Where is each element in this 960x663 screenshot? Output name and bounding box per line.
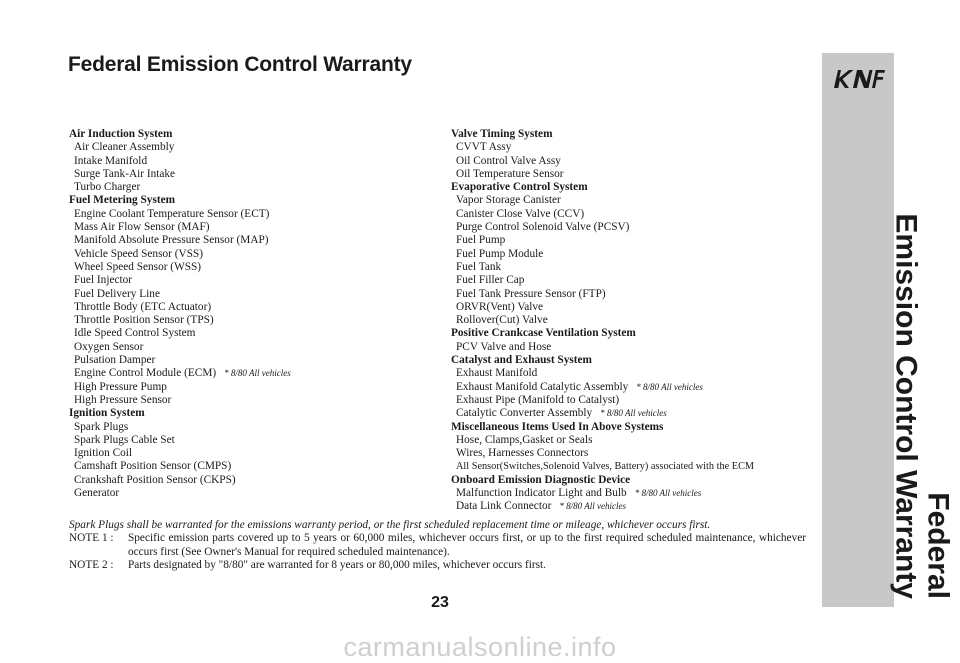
- part-name: Mass Air Flow Sensor (MAF): [74, 221, 210, 234]
- parts-list-item: [69, 367, 429, 380]
- part-name: Fuel Injector: [74, 274, 133, 287]
- note-2-label: NOTE 2 :: [69, 558, 114, 571]
- part-name: Malfunction Indicator Light and Bulb: [456, 487, 627, 500]
- part-name: All Sensor(Switches,Solenoid Valves, Battery) associated with the ECM: [456, 461, 755, 473]
- parts-list-item: [69, 341, 429, 354]
- sidebar-title-line1: Federal: [922, 492, 955, 599]
- part-name: Purge Control Solenoid Valve (PCSV): [456, 221, 630, 234]
- part-name: Throttle Position Sensor (TPS): [74, 314, 214, 327]
- parts-list-item: [69, 447, 429, 460]
- parts-list-item: [451, 221, 821, 234]
- part-name: Catalytic Converter Assembly: [456, 407, 593, 420]
- parts-list-item: [451, 434, 821, 447]
- part-name: Fuel Tank Pressure Sensor (FTP): [456, 287, 606, 300]
- note-1-label: NOTE 1 :: [69, 532, 114, 545]
- page-title: Federal Emission Control Warranty: [68, 53, 412, 76]
- part-name: Spark Plugs Cable Set: [74, 433, 175, 446]
- part-name: Fuel Pump Module: [456, 247, 544, 260]
- section-heading: Positive Crankcase Ventilation System: [451, 327, 636, 340]
- part-name: Camshaft Position Sensor (CMPS): [74, 460, 232, 473]
- section-heading: Miscellaneous Items Used In Above Systems: [451, 420, 664, 433]
- parts-list-item: [451, 381, 821, 394]
- parts-list-item: [451, 288, 821, 301]
- parts-list-item: [69, 314, 429, 327]
- section-heading: Onboard Emission Diagnostic Device: [451, 473, 631, 486]
- part-name: Spark Plugs: [74, 420, 129, 433]
- parts-list-item: [69, 434, 429, 447]
- part-name: Hose, Clamps,Gasket or Seals: [456, 433, 593, 446]
- parts-list-item: [69, 221, 429, 234]
- parts-list-item: [69, 487, 429, 500]
- parts-list-item: [451, 141, 821, 154]
- parts-list-item: [69, 181, 429, 194]
- parts-list-item: [69, 274, 429, 287]
- warranty-8-80-note: * 8/80 All vehicles: [559, 501, 626, 512]
- part-name: High Pressure Sensor: [74, 393, 172, 406]
- chapter-sidebar: [822, 53, 955, 607]
- parts-list-item: [451, 487, 821, 500]
- part-name: Oxygen Sensor: [74, 340, 144, 353]
- part-name: Surge Tank-Air Intake: [74, 167, 176, 180]
- part-name: Crankshaft Position Sensor (CKPS): [74, 473, 236, 486]
- part-name: Rollover(Cut) Valve: [456, 314, 548, 327]
- parts-list-item: [69, 155, 429, 168]
- parts-list-item: [451, 261, 821, 274]
- parts-list-item: [69, 474, 429, 487]
- section-heading: Air Induction System: [69, 128, 173, 140]
- parts-list-item: [451, 447, 821, 460]
- warranty-8-80-note: * 8/80 All vehicles: [636, 381, 703, 392]
- part-name: Engine Coolant Temperature Sensor (ECT): [74, 207, 270, 220]
- warranty-notes: [69, 519, 806, 572]
- note-2-text: Parts designated by "8/80" are warranted for 8 years or 80,000 miles, whichever occurs first.: [128, 558, 546, 571]
- part-name: Engine Control Module (ECM): [74, 367, 217, 380]
- part-name: Wheel Speed Sensor (WSS): [74, 260, 202, 273]
- part-name: Vehicle Speed Sensor (VSS): [74, 247, 203, 260]
- part-name: Vapor Storage Canister: [456, 194, 561, 207]
- parts-list-item: [451, 367, 821, 380]
- part-name: Throttle Body (ETC Actuator): [74, 300, 212, 313]
- part-name: CVVT Assy: [456, 141, 512, 154]
- parts-list-item: [451, 314, 821, 327]
- warranty-8-80-note: * 8/80 All vehicles: [224, 368, 291, 379]
- part-name: Oil Temperature Sensor: [456, 167, 564, 180]
- part-name: Exhaust Manifold: [456, 367, 538, 380]
- parts-list-item: [69, 141, 429, 154]
- part-name: Canister Close Valve (CCV): [456, 207, 585, 220]
- parts-list-item: [451, 394, 821, 407]
- part-name: Ignition Coil: [74, 447, 133, 460]
- part-name: PCV Valve and Hose: [456, 340, 552, 353]
- parts-list-item: [451, 155, 821, 168]
- note-2: [69, 559, 806, 572]
- part-name: Exhaust Pipe (Manifold to Catalyst): [456, 393, 620, 406]
- parts-list-item: [69, 460, 429, 473]
- parts-list-item: [451, 248, 821, 261]
- parts-list-right: [451, 128, 821, 514]
- part-name: Idle Speed Control System: [74, 327, 196, 340]
- part-name: Oil Control Valve Assy: [456, 154, 561, 167]
- parts-list-item: [451, 234, 821, 247]
- parts-list-item: [69, 208, 429, 221]
- part-name: Fuel Tank: [456, 260, 502, 273]
- parts-list-item: [69, 248, 429, 261]
- part-name: Air Cleaner Assembly: [74, 141, 175, 154]
- section-heading: Fuel Metering System: [69, 194, 176, 207]
- warranty-8-80-note: * 8/80 All vehicles: [634, 488, 702, 499]
- note-1-text: Specific emission parts covered up to 5 years or 60,000 miles, whichever occurs first, or up to the first required scheduled maintenance, whichever occurs first (See Owner's Manual for required scheduled maintenance).: [128, 532, 806, 558]
- parts-list-item: [451, 194, 821, 207]
- part-name: Wires, Harnesses Connectors: [456, 447, 589, 460]
- parts-list-item: [451, 301, 821, 314]
- note-1: [69, 532, 806, 559]
- part-name: Intake Manifold: [74, 154, 148, 167]
- part-name: Fuel Pump: [456, 234, 506, 247]
- parts-list-item: [451, 208, 821, 221]
- sidebar-title: [822, 53, 955, 607]
- section-heading: Evaporative Control System: [451, 181, 588, 194]
- part-name: Turbo Charger: [74, 181, 141, 194]
- sidebar-title-line2: Emission Control Warranty: [890, 213, 923, 599]
- parts-list-item: [69, 288, 429, 301]
- section-heading: Valve Timing System: [451, 128, 553, 140]
- parts-list-item: [451, 341, 821, 354]
- spark-plug-notice: Spark Plugs shall be warranted for the emissions warranty period, or the first scheduled replacement time or mileage, whichever occurs first.: [69, 519, 711, 531]
- part-name: High Pressure Pump: [74, 380, 167, 393]
- section-heading: Ignition System: [69, 407, 145, 420]
- parts-list-item: [451, 500, 821, 513]
- section-heading: Catalyst and Exhaust System: [451, 354, 592, 367]
- parts-list-item: [69, 421, 429, 434]
- part-name: Generator: [74, 487, 120, 500]
- parts-list-item: [451, 407, 821, 420]
- part-name: Pulsation Damper: [74, 354, 156, 367]
- parts-list-item: [69, 168, 429, 181]
- parts-list-item: [451, 460, 821, 473]
- parts-list-item: [69, 394, 429, 407]
- parts-list-item: [69, 354, 429, 367]
- part-name: Data Link Connector: [456, 500, 552, 513]
- parts-list-item: [451, 168, 821, 181]
- page-number: 23: [431, 594, 449, 611]
- part-name: Manifold Absolute Pressure Sensor (MAP): [74, 234, 269, 247]
- parts-list-item: [69, 327, 429, 340]
- part-name: ORVR(Vent) Valve: [456, 300, 544, 313]
- warranty-8-80-note: * 8/80 All vehicles: [600, 408, 667, 419]
- watermark: carmanualsonline.info: [343, 632, 617, 662]
- part-name: Fuel Delivery Line: [74, 287, 160, 300]
- parts-list-item: [69, 261, 429, 274]
- parts-list-item: [69, 234, 429, 247]
- sidebar-title-text: [890, 213, 954, 599]
- parts-list-item: [69, 301, 429, 314]
- parts-list-left: [69, 128, 429, 500]
- parts-list-item: [451, 274, 821, 287]
- part-name: Fuel Filler Cap: [456, 274, 525, 287]
- parts-list-item: [69, 381, 429, 394]
- part-name: Exhaust Manifold Catalytic Assembly: [456, 380, 629, 393]
